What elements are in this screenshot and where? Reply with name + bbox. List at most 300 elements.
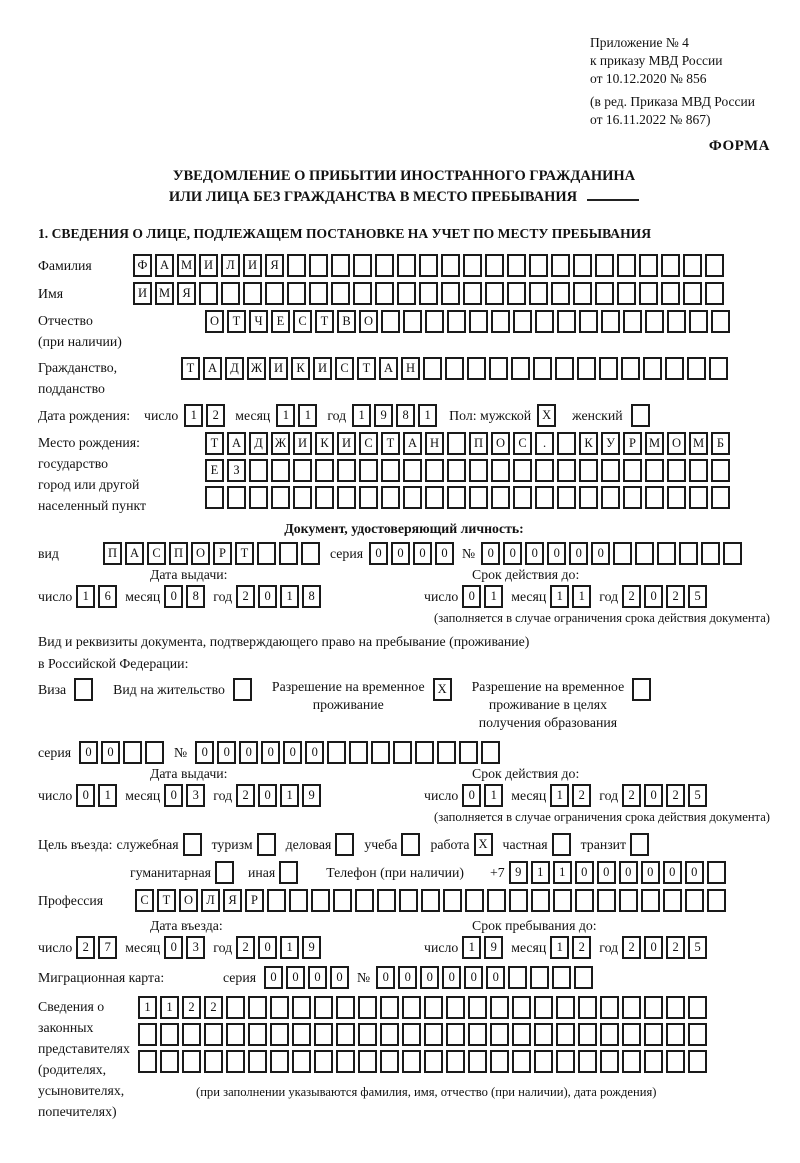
form-cell[interactable] (512, 996, 531, 1019)
form-cell[interactable] (447, 310, 466, 333)
form-cell[interactable] (485, 254, 504, 277)
doc-series-cells[interactable] (369, 542, 454, 565)
form-cell[interactable]: 0 (435, 542, 454, 565)
form-cell[interactable] (481, 741, 500, 764)
form-cell[interactable] (226, 1050, 245, 1073)
form-cell[interactable] (601, 486, 620, 509)
form-cell[interactable] (123, 741, 142, 764)
form-cell[interactable] (331, 282, 350, 305)
form-cell[interactable]: 0 (164, 585, 183, 608)
form-cell[interactable] (579, 486, 598, 509)
form-cell[interactable] (425, 310, 444, 333)
form-cell[interactable] (331, 254, 350, 277)
form-cell[interactable] (380, 1023, 399, 1046)
form-cell[interactable] (512, 1050, 531, 1073)
form-cell[interactable] (552, 833, 571, 856)
form-cell[interactable]: 2 (236, 784, 255, 807)
phone-cells[interactable] (509, 861, 726, 884)
form-cell[interactable] (557, 486, 576, 509)
form-cell[interactable]: С (359, 432, 378, 455)
form-cell[interactable] (248, 996, 267, 1019)
form-cell[interactable] (145, 741, 164, 764)
form-cell[interactable]: А (155, 254, 174, 277)
form-cell[interactable] (575, 889, 594, 912)
purpose-study-checkbox[interactable] (401, 833, 420, 856)
form-cell[interactable] (349, 741, 368, 764)
stay-day-cells[interactable] (462, 936, 503, 959)
form-cell[interactable] (491, 486, 510, 509)
form-cell[interactable] (380, 996, 399, 1019)
form-cell[interactable] (535, 310, 554, 333)
form-cell[interactable]: 2 (572, 936, 591, 959)
form-cell[interactable]: Р (213, 542, 232, 565)
form-cell[interactable]: 0 (101, 741, 120, 764)
form-cell[interactable] (425, 486, 444, 509)
form-cell[interactable] (314, 996, 333, 1019)
form-cell[interactable]: 0 (164, 936, 183, 959)
form-cell[interactable] (468, 1050, 487, 1073)
form-cell[interactable] (74, 678, 93, 701)
form-cell[interactable]: 0 (569, 542, 588, 565)
surname-cells[interactable] (133, 254, 724, 277)
form-cell[interactable]: 2 (182, 996, 201, 1019)
form-cell[interactable] (622, 1023, 641, 1046)
form-cell[interactable]: 1 (184, 404, 203, 427)
form-cell[interactable] (270, 1023, 289, 1046)
form-cell[interactable]: Ч (249, 310, 268, 333)
form-cell[interactable] (533, 357, 552, 380)
form-cell[interactable] (534, 996, 553, 1019)
form-cell[interactable] (507, 254, 526, 277)
form-cell[interactable]: И (337, 432, 356, 455)
form-cell[interactable] (465, 889, 484, 912)
form-cell[interactable] (393, 741, 412, 764)
form-cell[interactable] (402, 1023, 421, 1046)
form-cell[interactable]: 5 (688, 784, 707, 807)
form-cell[interactable] (199, 282, 218, 305)
form-cell[interactable] (688, 1023, 707, 1046)
form-cell[interactable]: Л (221, 254, 240, 277)
entry-day-cells[interactable] (76, 936, 117, 959)
res-issue-year-cells[interactable] (236, 784, 321, 807)
form-cell[interactable]: 1 (572, 585, 591, 608)
form-cell[interactable] (490, 1023, 509, 1046)
form-cell[interactable]: 9 (302, 784, 321, 807)
form-cell[interactable] (688, 996, 707, 1019)
form-cell[interactable]: 2 (666, 784, 685, 807)
form-cell[interactable] (663, 889, 682, 912)
form-cell[interactable]: 2 (572, 784, 591, 807)
form-cell[interactable]: К (315, 432, 334, 455)
form-cell[interactable]: 6 (98, 585, 117, 608)
form-cell[interactable] (160, 1050, 179, 1073)
form-cell[interactable] (705, 254, 724, 277)
entry-year-cells[interactable] (236, 936, 321, 959)
form-cell[interactable]: О (359, 310, 378, 333)
form-cell[interactable]: 1 (76, 585, 95, 608)
purpose-private-checkbox[interactable] (552, 833, 571, 856)
form-cell[interactable] (578, 1050, 597, 1073)
form-cell[interactable] (507, 282, 526, 305)
form-cell[interactable]: О (491, 432, 510, 455)
form-cell[interactable]: 5 (688, 585, 707, 608)
form-cell[interactable] (271, 486, 290, 509)
form-cell[interactable]: А (203, 357, 222, 380)
form-cell[interactable]: 1 (462, 936, 481, 959)
temp-residence-checkbox[interactable] (433, 678, 452, 701)
form-cell[interactable] (491, 459, 510, 482)
form-cell[interactable]: П (469, 432, 488, 455)
form-cell[interactable]: 0 (239, 741, 258, 764)
form-cell[interactable]: 1 (280, 784, 299, 807)
purpose-official-checkbox[interactable] (183, 833, 202, 856)
form-cell[interactable] (645, 459, 664, 482)
birth-day-cells[interactable] (184, 404, 225, 427)
form-cell[interactable] (257, 542, 276, 565)
patronymic-cells[interactable] (205, 310, 730, 333)
form-cell[interactable]: 8 (186, 585, 205, 608)
form-cell[interactable] (447, 486, 466, 509)
form-cell[interactable] (635, 542, 654, 565)
form-cell[interactable] (534, 1050, 553, 1073)
form-cell[interactable]: Т (157, 889, 176, 912)
form-cell[interactable]: 0 (308, 966, 327, 989)
form-cell[interactable] (597, 889, 616, 912)
form-cell[interactable] (249, 486, 268, 509)
form-cell[interactable] (468, 1023, 487, 1046)
form-cell[interactable] (419, 254, 438, 277)
form-cell[interactable] (535, 459, 554, 482)
form-cell[interactable] (552, 966, 571, 989)
form-cell[interactable]: П (103, 542, 122, 565)
form-cell[interactable]: С (135, 889, 154, 912)
form-cell[interactable]: 1 (531, 861, 550, 884)
form-cell[interactable] (679, 542, 698, 565)
form-cell[interactable] (513, 310, 532, 333)
birthplace-cells-row3[interactable] (205, 486, 730, 509)
name-cells[interactable] (133, 282, 724, 305)
form-cell[interactable]: X (474, 833, 493, 856)
form-cell[interactable] (446, 1050, 465, 1073)
res-expiry-month-cells[interactable] (550, 784, 591, 807)
form-cell[interactable]: 0 (462, 585, 481, 608)
profession-cells[interactable] (135, 889, 726, 912)
form-cell[interactable]: М (155, 282, 174, 305)
form-cell[interactable] (709, 357, 728, 380)
form-cell[interactable] (639, 282, 658, 305)
form-cell[interactable]: В (337, 310, 356, 333)
form-cell[interactable]: 0 (195, 741, 214, 764)
form-cell[interactable]: 2 (666, 936, 685, 959)
form-cell[interactable] (529, 282, 548, 305)
form-cell[interactable]: Я (265, 254, 284, 277)
birthplace-cells-row2[interactable] (205, 459, 730, 482)
form-cell[interactable] (666, 1050, 685, 1073)
form-cell[interactable]: 1 (298, 404, 317, 427)
form-cell[interactable]: Т (227, 310, 246, 333)
form-cell[interactable] (402, 996, 421, 1019)
form-cell[interactable] (511, 357, 530, 380)
form-cell[interactable]: П (169, 542, 188, 565)
form-cell[interactable]: 1 (484, 585, 503, 608)
form-cell[interactable] (445, 357, 464, 380)
form-cell[interactable] (221, 282, 240, 305)
form-cell[interactable] (437, 741, 456, 764)
form-cell[interactable]: 2 (666, 585, 685, 608)
res-expiry-day-cells[interactable] (462, 784, 503, 807)
form-cell[interactable] (601, 459, 620, 482)
form-cell[interactable]: 0 (547, 542, 566, 565)
mig-number-cells[interactable] (376, 966, 593, 989)
form-cell[interactable] (353, 254, 372, 277)
form-cell[interactable]: 0 (286, 966, 305, 989)
form-cell[interactable]: 5 (688, 936, 707, 959)
form-cell[interactable]: С (335, 357, 354, 380)
form-cell[interactable] (183, 833, 202, 856)
passport-expiry-month-cells[interactable] (550, 585, 591, 608)
form-cell[interactable]: 0 (164, 784, 183, 807)
form-cell[interactable] (447, 459, 466, 482)
form-cell[interactable] (622, 996, 641, 1019)
form-cell[interactable] (327, 741, 346, 764)
form-cell[interactable] (553, 889, 572, 912)
form-cell[interactable]: 1 (484, 784, 503, 807)
form-cell[interactable] (402, 1050, 421, 1073)
form-cell[interactable]: А (403, 432, 422, 455)
form-cell[interactable] (403, 310, 422, 333)
doc-number-cells[interactable] (481, 542, 742, 565)
form-cell[interactable]: 0 (462, 784, 481, 807)
form-cell[interactable]: 0 (663, 861, 682, 884)
form-cell[interactable] (578, 996, 597, 1019)
form-cell[interactable] (314, 1023, 333, 1046)
form-cell[interactable] (309, 254, 328, 277)
form-cell[interactable] (600, 1023, 619, 1046)
form-cell[interactable] (424, 1023, 443, 1046)
form-cell[interactable]: 0 (217, 741, 236, 764)
form-cell[interactable]: 9 (374, 404, 393, 427)
form-cell[interactable]: 0 (619, 861, 638, 884)
form-cell[interactable] (657, 542, 676, 565)
legal-reps-cells-row1[interactable] (138, 996, 707, 1019)
form-cell[interactable] (531, 889, 550, 912)
form-cell[interactable] (204, 1023, 223, 1046)
form-cell[interactable] (314, 1050, 333, 1073)
form-cell[interactable] (632, 678, 651, 701)
form-cell[interactable] (421, 889, 440, 912)
form-cell[interactable] (270, 996, 289, 1019)
form-cell[interactable]: 0 (258, 585, 277, 608)
form-cell[interactable] (419, 282, 438, 305)
doc-kind-cells[interactable] (103, 542, 320, 565)
form-cell[interactable] (577, 357, 596, 380)
form-cell[interactable]: 0 (641, 861, 660, 884)
form-cell[interactable] (292, 996, 311, 1019)
form-cell[interactable]: И (313, 357, 332, 380)
form-cell[interactable] (711, 459, 730, 482)
legal-reps-cells-row2[interactable] (138, 1023, 707, 1046)
form-cell[interactable]: 0 (305, 741, 324, 764)
res-series-cells[interactable] (79, 741, 164, 764)
form-cell[interactable] (513, 486, 532, 509)
form-cell[interactable] (683, 282, 702, 305)
form-cell[interactable] (509, 889, 528, 912)
form-cell[interactable] (446, 996, 465, 1019)
form-cell[interactable] (512, 1023, 531, 1046)
form-cell[interactable] (468, 996, 487, 1019)
form-cell[interactable] (661, 282, 680, 305)
title-blank-line[interactable] (587, 187, 639, 201)
form-cell[interactable]: 3 (186, 936, 205, 959)
form-cell[interactable] (182, 1050, 201, 1073)
form-cell[interactable]: Т (315, 310, 334, 333)
form-cell[interactable]: И (133, 282, 152, 305)
form-cell[interactable]: 1 (98, 784, 117, 807)
sex-female-checkbox[interactable] (631, 404, 650, 427)
form-cell[interactable]: И (199, 254, 218, 277)
form-cell[interactable]: И (293, 432, 312, 455)
form-cell[interactable] (358, 996, 377, 1019)
form-cell[interactable] (535, 486, 554, 509)
form-cell[interactable] (337, 459, 356, 482)
form-cell[interactable]: X (537, 404, 556, 427)
form-cell[interactable]: К (291, 357, 310, 380)
form-cell[interactable]: Р (245, 889, 264, 912)
form-cell[interactable] (403, 459, 422, 482)
edu-residence-checkbox[interactable] (632, 678, 651, 701)
form-cell[interactable] (424, 1050, 443, 1073)
form-cell[interactable] (397, 254, 416, 277)
form-cell[interactable] (643, 357, 662, 380)
form-cell[interactable]: 0 (575, 861, 594, 884)
form-cell[interactable] (644, 1023, 663, 1046)
form-cell[interactable] (424, 996, 443, 1019)
form-cell[interactable] (639, 254, 658, 277)
form-cell[interactable]: 1 (553, 861, 572, 884)
form-cell[interactable] (487, 889, 506, 912)
form-cell[interactable] (645, 310, 664, 333)
form-cell[interactable] (248, 1050, 267, 1073)
form-cell[interactable] (485, 282, 504, 305)
form-cell[interactable] (336, 996, 355, 1019)
form-cell[interactable] (205, 486, 224, 509)
form-cell[interactable] (401, 833, 420, 856)
form-cell[interactable]: З (227, 459, 246, 482)
citizenship-cells[interactable] (181, 357, 728, 380)
form-cell[interactable]: 2 (622, 585, 641, 608)
form-cell[interactable] (233, 678, 252, 701)
form-cell[interactable] (529, 254, 548, 277)
form-cell[interactable] (271, 459, 290, 482)
form-cell[interactable]: 0 (413, 542, 432, 565)
form-cell[interactable]: 7 (98, 936, 117, 959)
form-cell[interactable] (425, 459, 444, 482)
form-cell[interactable] (336, 1050, 355, 1073)
form-cell[interactable] (279, 542, 298, 565)
form-cell[interactable] (469, 310, 488, 333)
form-cell[interactable] (182, 1023, 201, 1046)
form-cell[interactable] (573, 254, 592, 277)
form-cell[interactable]: Я (177, 282, 196, 305)
sex-male-checkbox[interactable] (537, 404, 556, 427)
form-cell[interactable]: 2 (236, 585, 255, 608)
form-cell[interactable] (463, 254, 482, 277)
form-cell[interactable]: 0 (264, 966, 283, 989)
form-cell[interactable] (267, 889, 286, 912)
form-cell[interactable] (443, 889, 462, 912)
form-cell[interactable]: Т (181, 357, 200, 380)
form-cell[interactable]: 0 (597, 861, 616, 884)
form-cell[interactable]: 0 (79, 741, 98, 764)
form-cell[interactable]: Я (223, 889, 242, 912)
form-cell[interactable]: 0 (442, 966, 461, 989)
form-cell[interactable]: А (125, 542, 144, 565)
entry-month-cells[interactable] (164, 936, 205, 959)
form-cell[interactable] (469, 459, 488, 482)
form-cell[interactable]: 8 (396, 404, 415, 427)
form-cell[interactable] (380, 1050, 399, 1073)
form-cell[interactable] (600, 1050, 619, 1073)
form-cell[interactable] (292, 1050, 311, 1073)
form-cell[interactable]: 1 (418, 404, 437, 427)
form-cell[interactable]: 0 (391, 542, 410, 565)
form-cell[interactable] (579, 459, 598, 482)
form-cell[interactable]: 0 (486, 966, 505, 989)
form-cell[interactable]: И (243, 254, 262, 277)
form-cell[interactable] (358, 1050, 377, 1073)
birth-month-cells[interactable] (276, 404, 317, 427)
form-cell[interactable] (666, 996, 685, 1019)
form-cell[interactable] (490, 1050, 509, 1073)
form-cell[interactable] (557, 432, 576, 455)
form-cell[interactable]: О (191, 542, 210, 565)
purpose-humanitarian-checkbox[interactable] (215, 861, 234, 884)
form-cell[interactable]: 1 (550, 585, 569, 608)
form-cell[interactable] (701, 542, 720, 565)
form-cell[interactable] (226, 1023, 245, 1046)
form-cell[interactable] (248, 1023, 267, 1046)
birth-year-cells[interactable] (352, 404, 437, 427)
form-cell[interactable] (556, 1050, 575, 1073)
form-cell[interactable] (138, 1023, 157, 1046)
legal-reps-cells-row3[interactable] (138, 1050, 707, 1073)
form-cell[interactable] (685, 889, 704, 912)
form-cell[interactable] (667, 310, 686, 333)
passport-issue-year-cells[interactable] (236, 585, 321, 608)
form-cell[interactable] (287, 254, 306, 277)
form-cell[interactable] (359, 486, 378, 509)
form-cell[interactable]: 0 (644, 936, 663, 959)
form-cell[interactable]: 2 (236, 936, 255, 959)
form-cell[interactable] (631, 404, 650, 427)
form-cell[interactable]: С (147, 542, 166, 565)
form-cell[interactable] (707, 889, 726, 912)
form-cell[interactable]: А (227, 432, 246, 455)
form-cell[interactable]: М (177, 254, 196, 277)
passport-issue-day-cells[interactable] (76, 585, 117, 608)
form-cell[interactable] (513, 459, 532, 482)
form-cell[interactable] (359, 459, 378, 482)
form-cell[interactable]: 0 (369, 542, 388, 565)
form-cell[interactable]: Р (623, 432, 642, 455)
form-cell[interactable] (683, 254, 702, 277)
form-cell[interactable] (689, 310, 708, 333)
form-cell[interactable] (619, 889, 638, 912)
purpose-other-checkbox[interactable] (279, 861, 298, 884)
res-issue-day-cells[interactable] (76, 784, 117, 807)
form-cell[interactable]: 3 (186, 784, 205, 807)
birthplace-cells-row1[interactable] (205, 432, 730, 455)
